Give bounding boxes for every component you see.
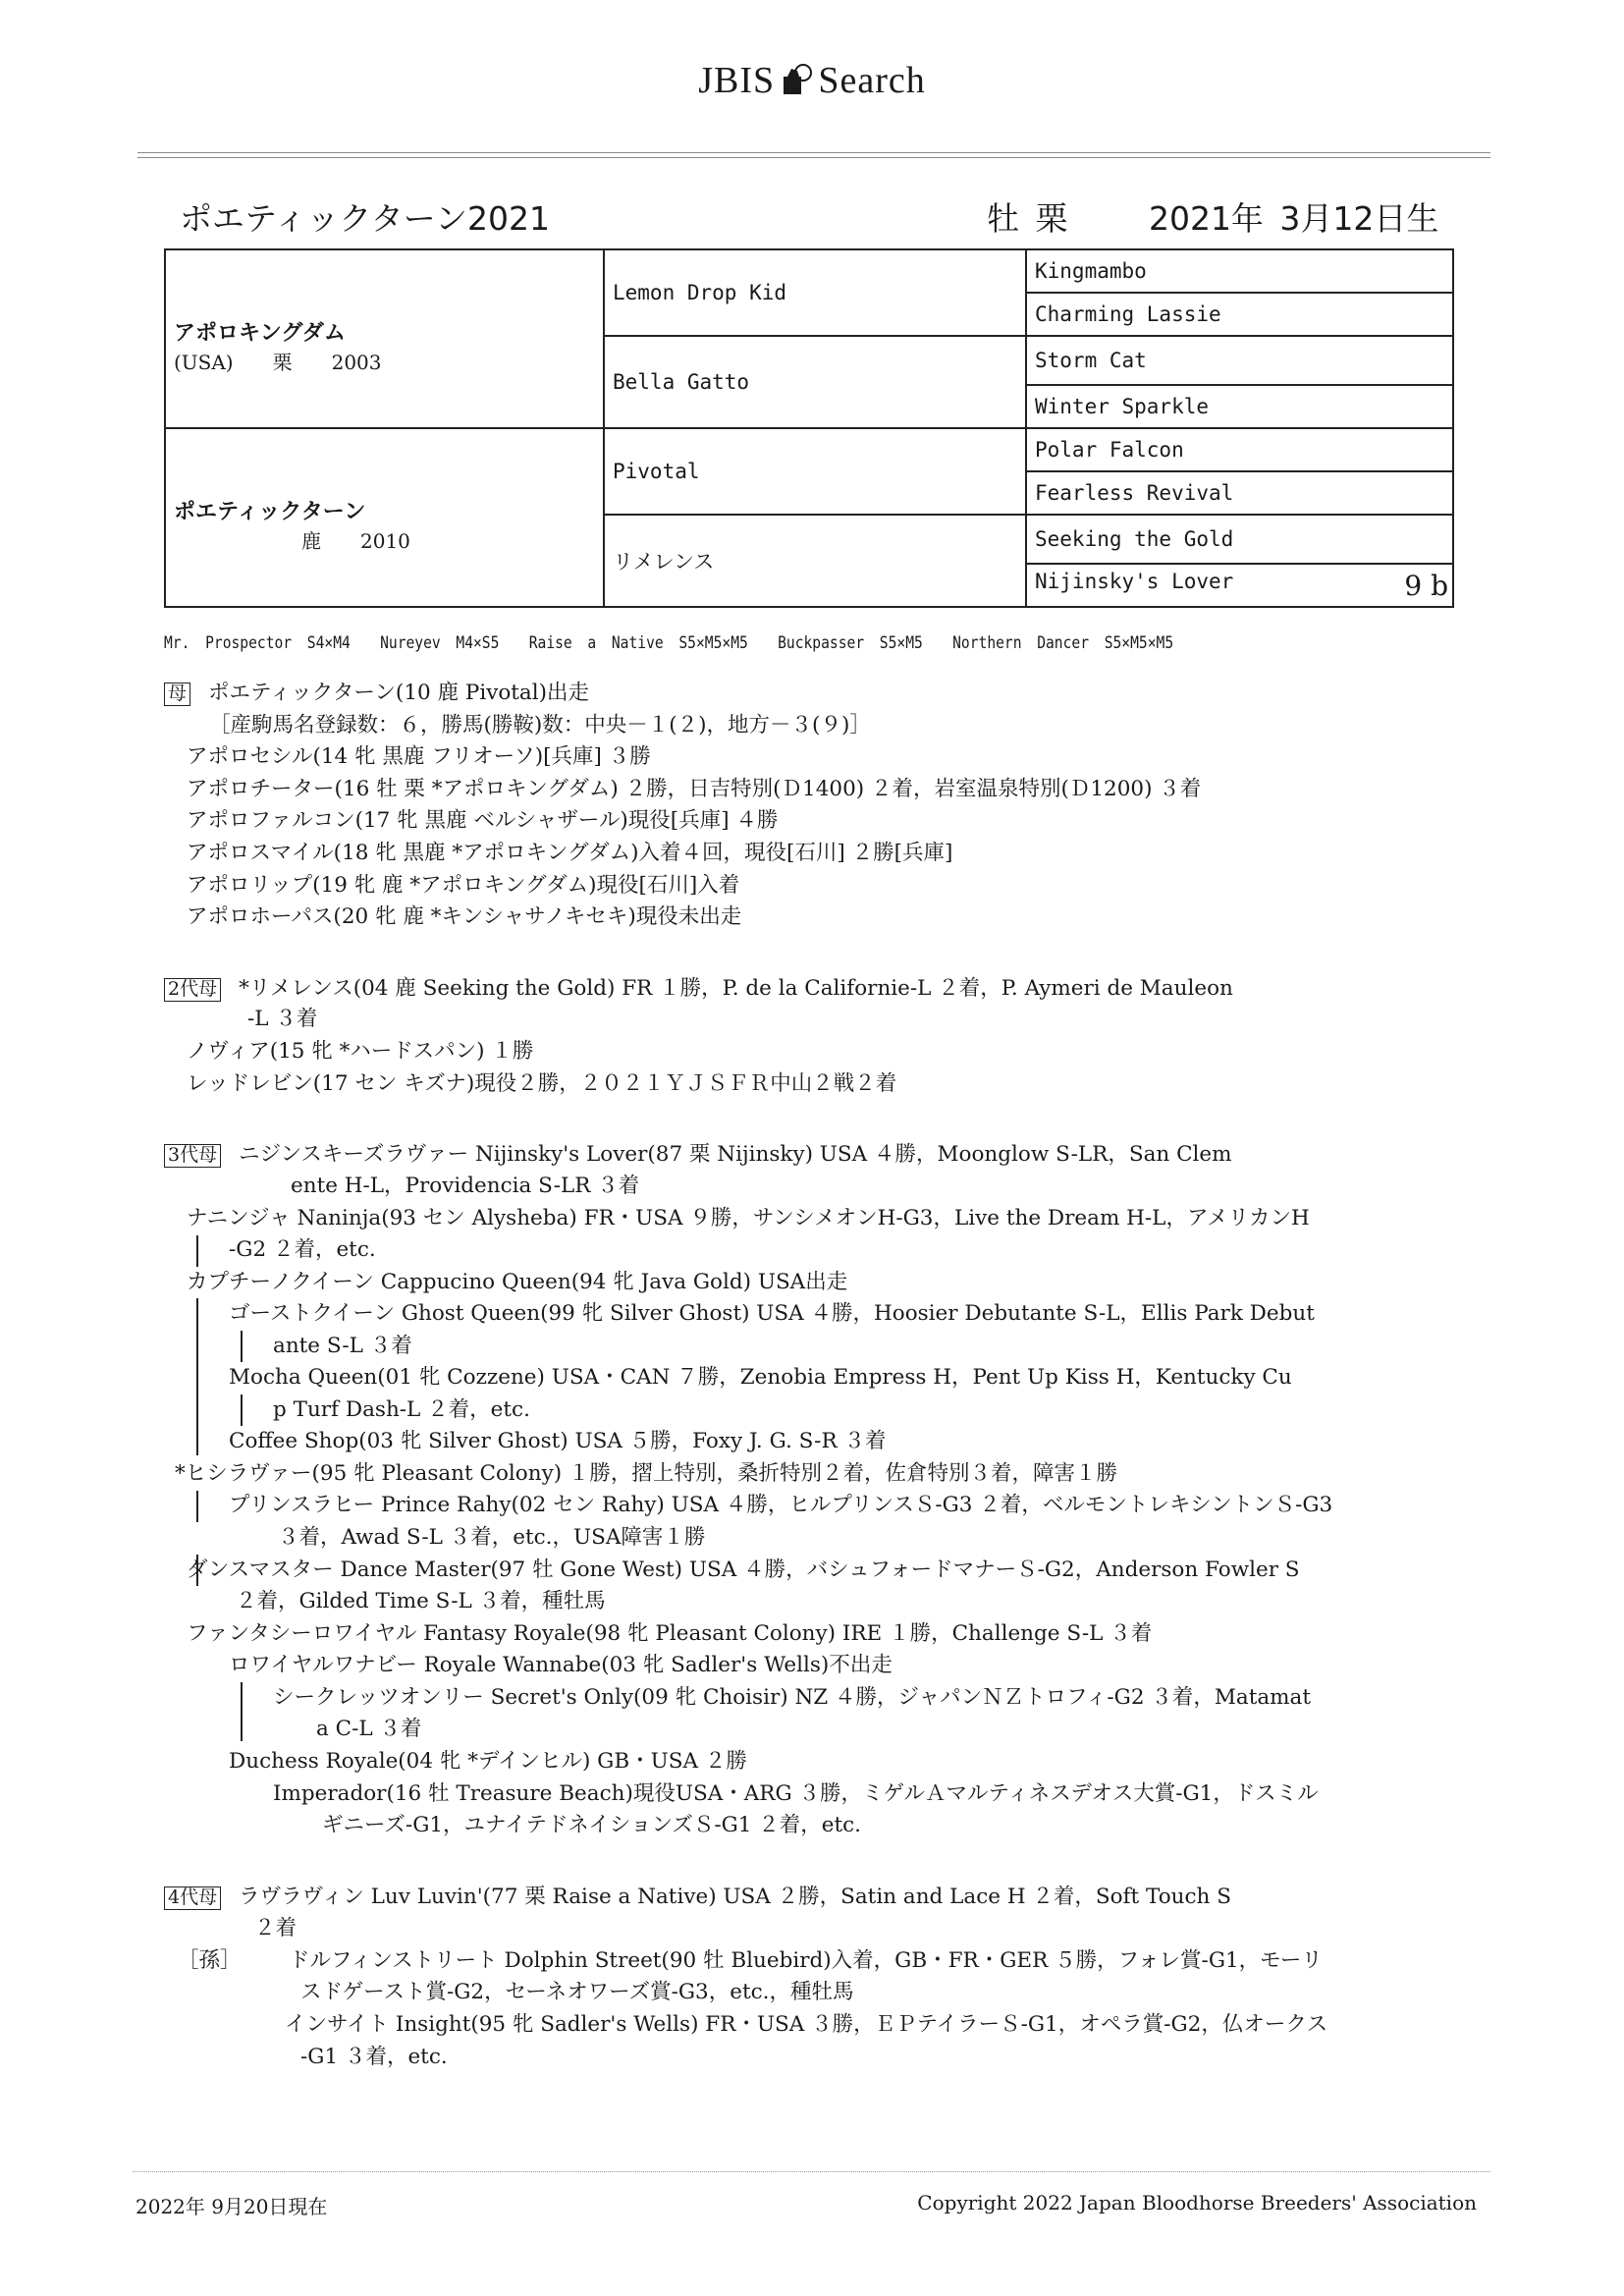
dam-line-0: ポエティックターン(10 鹿 Pivotal)出走 [208,681,590,705]
dam-line-1: ［産駒馬名登録数：６，勝馬(勝鞍)数：中央－１(２)，地方－３(９)］ [209,713,871,738]
gen3-line-21: ギニーズ-G1，ユナイテドネイションズＳ-G1 ２着，etc. [322,1813,862,1837]
sire-dam: Bella Gatto [604,336,1026,428]
indent-bar [241,1682,243,1741]
dam-line-4: アポロファルコン(17 牝 黒鹿 ベルシャザール)現役[兵庫] ４勝 [187,808,779,833]
gen3-line-16: ロワイヤルワナビー Royale Wannabe(03 牝 Sadler's Wells)不出走 [229,1653,893,1677]
dam-line-5: アポロスマイル(18 牝 黒鹿 *アポロキングダム)入着４回，現役[石川] ２勝[兵庫] [187,841,953,865]
gen3-1: Kingmambo [1026,249,1453,293]
logo-text-search: Search [818,60,926,101]
birth-date: 2021年 3月12日生 [1148,199,1439,238]
gen3-line-19: Duchess Royale(04 牝 *デインヒル) GB・USA ２勝 [229,1749,747,1774]
jbis-search-logo [0,59,1624,102]
section-label-2nd-dam: 2代母 [164,978,221,1002]
dam-section-head [164,681,589,706]
inbreeding-line: Mr. Prospector S4×M4 Nureyev M4×S5 Raise a Native S5×M5×M5 Buckpasser S5×M5 Northern Dancer S5×M5×M5 [164,633,1174,653]
gen2-line-1: -L ３着 [247,1007,318,1031]
sire-info: (USA) 栗 2003 [174,351,382,374]
footer-rule [133,2171,1490,2172]
gen2-section-head [164,976,1233,1002]
gen3-line-15: ファンタシーロワイヤル Fantasy Royale(98 牝 Pleasant Colony) IRE １勝，Challenge S-L ３着 [187,1621,1153,1646]
gen3-line-12: ３着，Awad S-L ３着，etc.，USA障害１勝 [278,1525,706,1550]
gen3-line-6: ante S-L ３着 [273,1334,412,1358]
indent-bar [241,1394,243,1426]
gen3-line-8: p Turf Dash-L ２着，etc. [273,1397,530,1422]
sire-sire: Lemon Drop Kid [604,249,1026,336]
gen3-line-11: プリンスラヒー Prince Rahy(02 セン Rahy) USA ４勝，ヒルプリンスＳ-G3 ２着，ベルモントレキシントンＳ-G3 [229,1493,1333,1517]
indent-bar [241,1331,243,1362]
gen3-4: Winter Sparkle [1026,385,1453,428]
gen3-3: Storm Cat [1026,336,1453,385]
horse-info [987,193,1438,240]
indent-bar [196,1491,198,1522]
gen3-line-7: Mocha Queen(01 牝 Cozzene) USA・CAN ７勝，Zenobia Empress H，Pent Up Kiss H，Kentucky Cu [229,1365,1292,1390]
gen4-line-5: インサイト Insight(95 牝 Sadler's Wells) FR・USA ３勝，ＥＰテイラーＳ-G1，オペラ賞-G2，仏オークス [285,2012,1328,2037]
indent-bar [196,1298,198,1455]
sex-color: 牡 栗 [987,199,1068,238]
gen3-line-18: a C-L ３着 [316,1717,422,1741]
gen4-section-head [164,1885,1231,1910]
gen3-line-10: *ヒシラヴァー(95 牝 Pleasant Colony) １勝，摺上特別，桑折特別２着，佐倉特別３着，障害１勝 [175,1461,1117,1486]
dam-line-3: アポロチーター(16 牡 栗 *アポロキングダム) ２勝，日吉特別(Ｄ1400) ２着，岩室温泉特別(Ｄ1200) ３着 [187,777,1202,801]
dam-line-2: アポロセシル(14 牝 黒鹿 フリオーソ)[兵庫] ３勝 [187,744,651,769]
gen3-line-20: Imperador(16 牡 Treasure Beach)現役USA・ARG ３勝，ミゲルＡマルティネスデオス大賞-G1，ドスミル [273,1781,1319,1806]
footer-copyright: Copyright 2022 Japan Bloodhorse Breeders' Association [917,2191,1477,2214]
sire-cell [165,249,604,428]
gen3-line-2: ナニンジャ Naninja(93 セン Alysheba) FR・USA ９勝，サンシメオンH-G3，Live the Dream H-L，アメリカンH [187,1206,1310,1230]
gen3-2: Charming Lassie [1026,293,1453,336]
family-number: 9 b [1404,569,1448,602]
dam-line-6: アポロリップ(19 牝 鹿 *アポロキングダム)現役[石川]入着 [187,873,740,898]
gen4-line-3: ドルフィンストリート Dolphin Street(90 牡 Bluebird)入着，GB・FR・GER ５勝，フォレ賞-G1，モーリ [289,1948,1323,1973]
gen3-line-9: Coffee Shop(03 牝 Silver Ghost) USA ５勝，Foxy J. G. S-R ３着 [229,1429,887,1453]
dam-name: ポエティックターン [174,500,366,524]
footer-date: 2022年 9月20日現在 [135,2195,328,2218]
gen3-line-4: カプチーノクイーン Cappucino Queen(94 牝 Java Gold) USA出走 [187,1270,848,1294]
section-label-4th-dam: 4代母 [164,1886,221,1910]
logo-text-jbis: JBIS [698,60,776,101]
gen2-line-3: レッドレビン(17 セン キズナ)現役２勝，２０２１ＹＪＳＦＲ中山２戦２着 [187,1071,897,1096]
header-rule-top [137,152,1490,153]
gen2-line-0: *リメレンス(04 鹿 Seeking the Gold) FR １勝，P. de la Californie-L ２着，P. Aymeri de Mauleon [239,976,1233,1001]
gen3-line-17: シークレッツオンリー Secret's Only(09 牝 Choisir) NZ ４勝，ジャパンＮＺトロフィ-G2 ３着，Matamat [273,1685,1311,1710]
header-rule-bottom [137,157,1490,158]
gen3-line-13: ダンスマスター Dance Master(97 牡 Gone West) USA ４勝，バシュフォードマナーＳ-G2，Anderson Fowler S [187,1558,1300,1582]
gen4-line-1: ２着 [254,1916,298,1941]
pedigree-table [164,248,1454,608]
gen3-line-0: ニジンスキーズラヴァー Nijinsky's Lover(87 栗 Nijinsky) USA ４勝，Moonglow S-LR，San Clem [239,1142,1232,1167]
dam-dam: リメレンス [604,515,1026,607]
horse-magnifier-icon [780,63,813,96]
dam-cell [165,428,604,607]
gen3-8: Nijinsky's Lover [1035,569,1234,593]
gen4-line-0: ラヴラヴィン Luv Luvin'(77 栗 Raise a Native) USA ２勝，Satin and Lace H ２着，Soft Touch S [239,1885,1231,1909]
gen3-line-3: -G2 ２着，etc. [229,1237,376,1262]
section-label-dam: 母 [164,683,190,706]
dam-line-7: アポロホーパス(20 牝 鹿 *キンシャサノキセキ)現役未出走 [187,904,742,929]
gen3-7: Seeking the Gold [1026,515,1453,564]
gen4-grandchild-label: ［孫］ [178,1948,242,1973]
gen3-line-5: ゴーストクイーン Ghost Queen(99 牝 Silver Ghost) USA ４勝，Hoosier Debutante S-L，Ellis Park Debut [229,1301,1315,1326]
gen3-5: Polar Falcon [1026,428,1453,471]
gen2-line-2: ノヴィア(15 牝 *ハードスパン) １勝 [187,1039,534,1064]
gen3-8-cell [1026,564,1453,607]
horse-name: ポエティックターン2021 [180,199,551,238]
gen4-line-4: スドゲースト賞-G2，セーネオワーズ賞-G3，etc.，種牡馬 [300,1980,854,2004]
dam-sire: Pivotal [604,428,1026,515]
section-label-3rd-dam: 3代母 [164,1144,221,1168]
dam-info: 鹿 2010 [301,529,410,553]
gen4-line-6: -G1 ３着，etc. [300,2045,448,2069]
indent-bar [196,1235,198,1267]
gen3-line-1: ente H-L，Providencia S-LR ３着 [291,1174,640,1198]
sire-name: アポロキングダム [174,321,346,346]
gen3-line-14: ２着，Gilded Time S-L ３着，種牡馬 [236,1589,606,1613]
gen3-section-head [164,1142,1232,1168]
gen3-6: Fearless Revival [1026,471,1453,515]
